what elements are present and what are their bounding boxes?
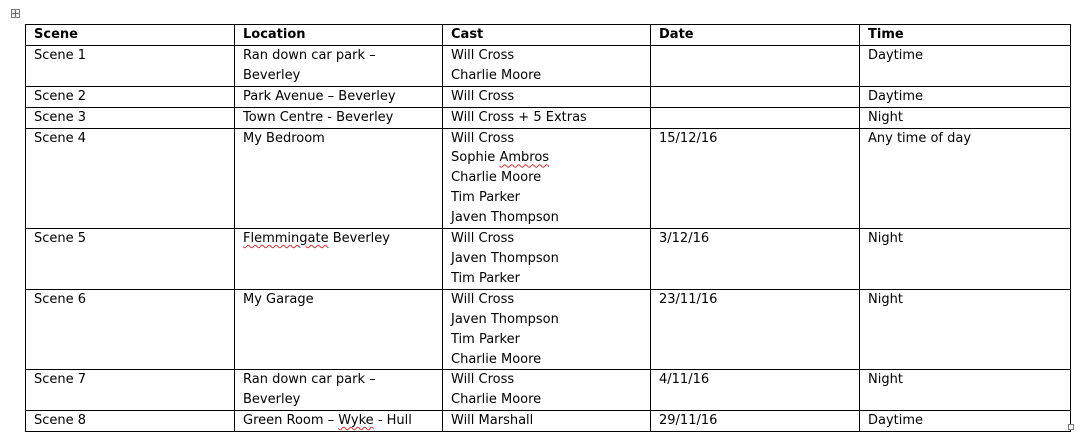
cell-date — [651, 411, 860, 432]
cell-cast — [443, 128, 651, 229]
table-header-row — [26, 25, 1071, 46]
cell-scene — [26, 45, 235, 86]
cell-scene — [26, 107, 235, 128]
scene-line: Scene 8 — [34, 413, 87, 429]
table-body — [26, 45, 1071, 431]
date-line — [659, 87, 851, 107]
cast-line: Will Cross — [451, 231, 515, 247]
cell-cast — [443, 289, 651, 370]
table-row — [26, 370, 1071, 411]
cell-location — [235, 107, 443, 128]
cell-cast — [443, 107, 651, 128]
date-line: 23/11/16 — [659, 291, 718, 307]
cast-line: Charlie Moore — [451, 170, 542, 186]
cast-line: Will Cross + 5 Extras — [451, 109, 587, 125]
cell-location — [235, 370, 443, 411]
location-line: Beverley — [243, 67, 301, 83]
filming-schedule-table — [25, 24, 1071, 432]
location-line: Town Centre - Beverley — [243, 109, 394, 125]
cell-date — [651, 45, 860, 86]
cell-cast — [443, 86, 651, 107]
cell-scene — [26, 411, 235, 432]
cast-line: Will Cross — [451, 291, 515, 307]
four-arrow-move-icon — [12, 10, 19, 17]
scene-line: Scene 5 — [34, 231, 87, 247]
cell-date — [651, 107, 860, 128]
cast-line: Tim Parker — [451, 331, 520, 347]
time-line: Any time of day — [868, 130, 972, 146]
header-time: Time — [860, 25, 1071, 46]
cast-line: Charlie Moore — [451, 67, 542, 83]
cell-time — [860, 289, 1071, 370]
scene-line: Scene 6 — [34, 291, 87, 307]
location-line: Beverley — [243, 392, 301, 408]
cell-time — [860, 45, 1071, 86]
cast-line: Javen Thompson — [451, 311, 559, 327]
cell-location — [235, 411, 443, 432]
time-line: Night — [868, 291, 903, 307]
cell-date — [651, 128, 860, 229]
cell-scene — [26, 370, 235, 411]
cast-line: Will Cross — [451, 130, 515, 146]
cell-time — [860, 128, 1071, 229]
location-line: Ran down car park – — [243, 372, 376, 388]
location-line: Ran down car park – — [243, 47, 376, 63]
cast-line: Charlie Moore — [451, 392, 542, 408]
date-line: 3/12/16 — [659, 231, 710, 247]
cell-location — [235, 229, 443, 290]
cell-time — [860, 411, 1071, 432]
date-line — [659, 108, 851, 128]
date-line: 15/12/16 — [659, 130, 718, 146]
location-line: Green Room – Wyke - Hull — [243, 413, 412, 429]
cell-date — [651, 370, 860, 411]
cell-scene — [26, 229, 235, 290]
table-row — [26, 128, 1071, 229]
cell-cast — [443, 229, 651, 290]
cast-line: Charlie Moore — [451, 351, 542, 367]
cell-cast — [443, 411, 651, 432]
date-line — [659, 46, 851, 66]
cast-line: Javen Thompson — [451, 250, 559, 266]
cast-line: Will Cross — [451, 47, 515, 63]
scene-line: Scene 7 — [34, 372, 87, 388]
location-line: Flemmingate Beverley — [243, 231, 390, 247]
cell-location — [235, 128, 443, 229]
scene-line: Scene 3 — [34, 109, 87, 125]
spelling-flag: Ambros — [499, 150, 550, 166]
header-location: Location — [235, 25, 443, 46]
cast-line: Tim Parker — [451, 270, 520, 286]
cell-time — [860, 229, 1071, 290]
cast-line: Tim Parker — [451, 190, 520, 206]
cell-scene — [26, 289, 235, 370]
time-line: Daytime — [868, 88, 924, 104]
location-line: Park Avenue – Beverley — [243, 88, 396, 104]
spelling-flag: Wyke — [338, 413, 374, 429]
header-cast: Cast — [443, 25, 651, 46]
time-line: Night — [868, 372, 903, 388]
time-line: Daytime — [868, 47, 924, 63]
cast-line: Will Cross — [451, 88, 515, 104]
table-resize-handle-icon[interactable] — [1068, 424, 1074, 430]
cell-date — [651, 229, 860, 290]
time-line: Daytime — [868, 413, 924, 429]
cast-line: Javen Thompson — [451, 210, 559, 226]
table-move-handle-icon[interactable] — [11, 9, 20, 18]
date-line: 29/11/16 — [659, 413, 718, 429]
cell-time — [860, 370, 1071, 411]
date-line: 4/11/16 — [659, 372, 710, 388]
table-row — [26, 86, 1071, 107]
cast-line: Sophie Ambros — [451, 150, 550, 166]
scene-line: Scene 2 — [34, 88, 87, 104]
cell-scene — [26, 128, 235, 229]
cell-time — [860, 86, 1071, 107]
table-row — [26, 107, 1071, 128]
cell-date — [651, 86, 860, 107]
scene-line: Scene 1 — [34, 47, 87, 63]
cast-line: Will Marshall — [451, 413, 534, 429]
cell-location — [235, 289, 443, 370]
table-row — [26, 229, 1071, 290]
spelling-flag: Flemmingate — [243, 231, 329, 247]
table-row — [26, 411, 1071, 432]
scene-line: Scene 4 — [34, 130, 87, 146]
time-line: Night — [868, 109, 903, 125]
cell-cast — [443, 45, 651, 86]
header-date: Date — [651, 25, 860, 46]
cell-time — [860, 107, 1071, 128]
cell-date — [651, 289, 860, 370]
cast-line: Will Cross — [451, 372, 515, 388]
cell-scene — [26, 86, 235, 107]
location-line: My Bedroom — [243, 130, 325, 146]
header-scene: Scene — [26, 25, 235, 46]
table-row — [26, 45, 1071, 86]
table-row — [26, 289, 1071, 370]
cell-cast — [443, 370, 651, 411]
cell-location — [235, 45, 443, 86]
location-line: My Garage — [243, 291, 314, 307]
cell-location — [235, 86, 443, 107]
time-line: Night — [868, 231, 903, 247]
